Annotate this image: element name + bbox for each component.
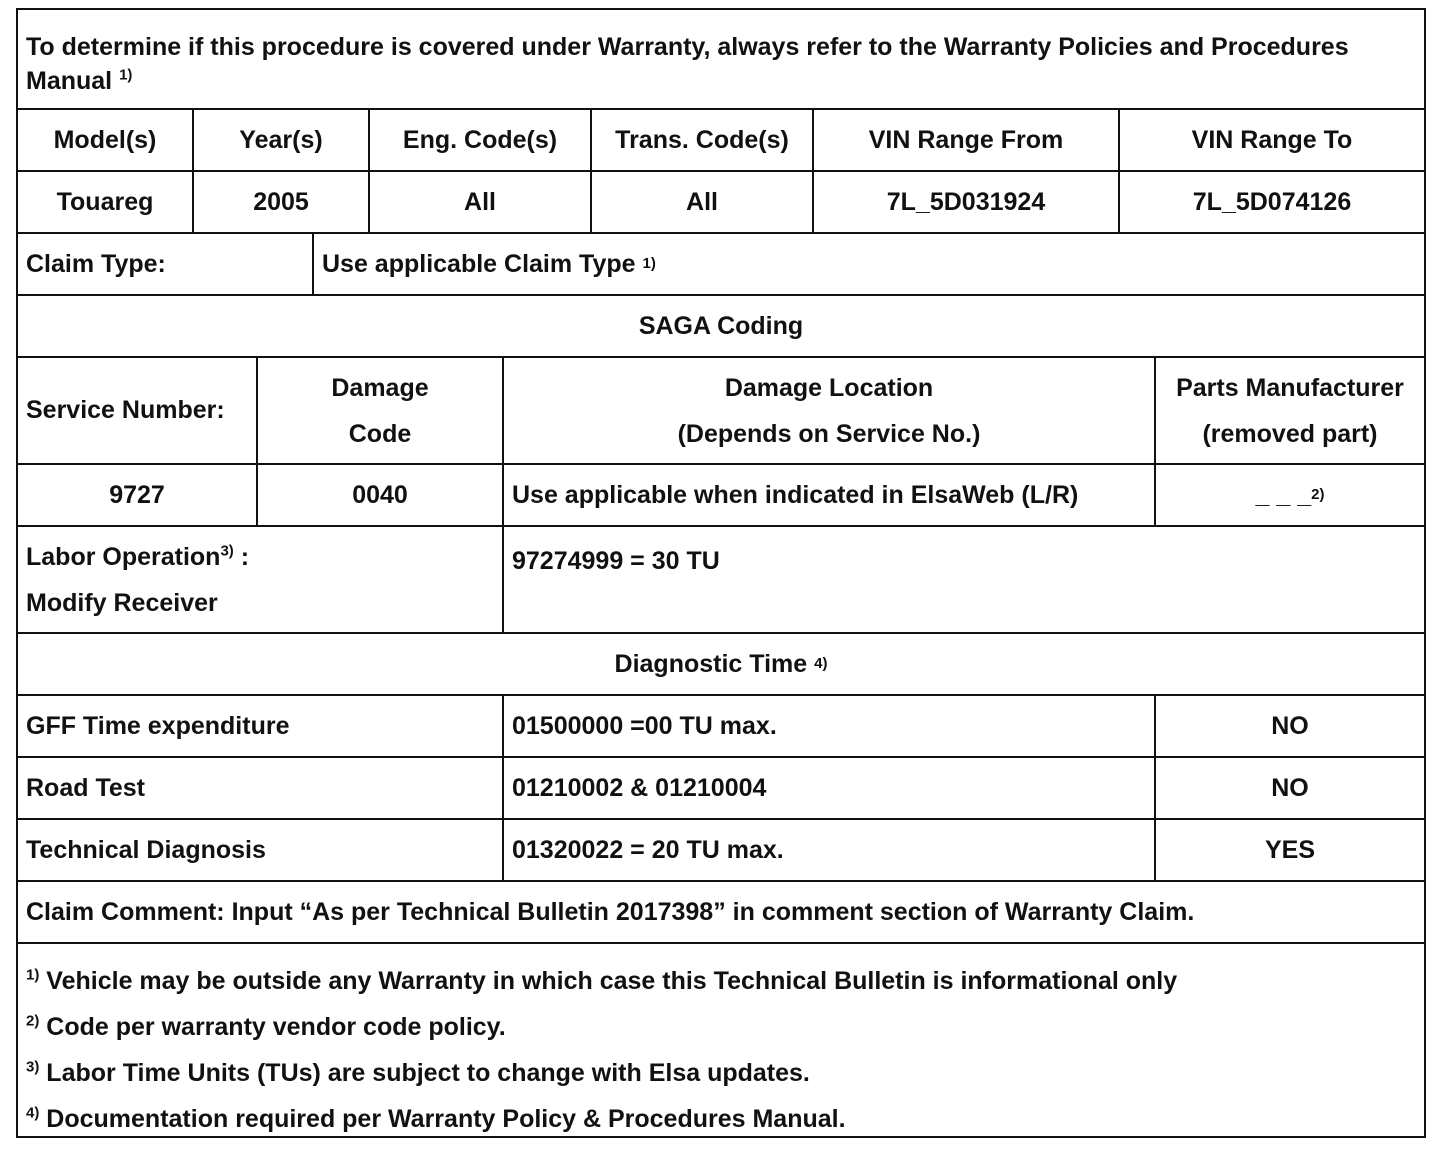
labor-sublabel: Modify Receiver bbox=[26, 588, 218, 617]
trans-code-header: Trans. Code(s) bbox=[590, 110, 812, 170]
warranty-header-text: To determine if this procedure is covered under Warranty, always refer to the Warranty Policies and Procedures Manual $^{1)}$ bbox=[26, 33, 1349, 95]
diagnostic-label: GFF Time expenditure bbox=[26, 711, 290, 740]
claim-comment-row bbox=[18, 880, 1424, 942]
model-header: Model(s) bbox=[53, 125, 157, 154]
footnotes bbox=[18, 942, 1424, 1138]
damage-code-header: Damage Code bbox=[256, 358, 502, 463]
footnote-mark: 2) bbox=[26, 1012, 40, 1030]
vin-from-value: 7L_5D031924 bbox=[812, 172, 1118, 232]
vin-from-header: VIN Range From bbox=[812, 110, 1118, 170]
trans-code-value: All bbox=[590, 172, 812, 232]
vehicle-header-row bbox=[18, 108, 1424, 170]
footnote-mark: 4) bbox=[26, 1104, 40, 1122]
saga-title: SAGA Coding bbox=[638, 311, 804, 340]
labor-row bbox=[18, 525, 1424, 632]
vin-to-value: 7L_5D074126 bbox=[1118, 172, 1424, 232]
diagnostic-code: 01320022 = 20 TU max. bbox=[502, 820, 1154, 880]
claim-type-label: Claim Type: bbox=[26, 249, 166, 278]
parts-manufacturer-value: _ _ _ 2) bbox=[1154, 465, 1424, 525]
claim-comment: Claim Comment: Input “As per Technical Bulletin 2017398” in comment section of Warranty Claim. bbox=[26, 897, 1195, 926]
service-number-header: Service Number: bbox=[26, 396, 225, 424]
saga-header-row bbox=[18, 356, 1424, 463]
damage-location-value: Use applicable when indicated in ElsaWeb (L/R) bbox=[502, 465, 1154, 525]
year-value: 2005 bbox=[192, 172, 368, 232]
diagnostic-code: 01500000 =00 TU max. bbox=[502, 696, 1154, 756]
footnote-item: $^{1)}$ Vehicle may be outside any Warranty in which case this Technical Bulletin is informational only bbox=[26, 966, 1178, 995]
footnote-mark: 1) bbox=[119, 66, 133, 84]
claim-type-row bbox=[18, 232, 1424, 294]
diagnostic-row bbox=[18, 818, 1424, 880]
footnote-mark: 3) bbox=[220, 542, 234, 560]
saga-title-row bbox=[18, 294, 1424, 356]
diagnostic-title: Diagnostic Time 4) bbox=[614, 649, 828, 678]
diagnostic-row bbox=[18, 694, 1424, 756]
diagnostic-flag: NO bbox=[1154, 758, 1424, 818]
diagnostic-row bbox=[18, 756, 1424, 818]
model-value: Touareg bbox=[56, 187, 154, 216]
footnote-item: $^{2)}$ Code per warranty vendor code policy. bbox=[26, 1012, 506, 1041]
damage-code-value: 0040 bbox=[256, 465, 502, 525]
warranty-table bbox=[16, 8, 1426, 1138]
warranty-header-row bbox=[18, 10, 1424, 108]
saga-values-row bbox=[18, 463, 1424, 525]
diagnostic-flag: NO bbox=[1154, 696, 1424, 756]
eng-code-header: Eng. Code(s) bbox=[368, 110, 590, 170]
footnote-item: $^{4)}$ Documentation required per Warranty Policy & Procedures Manual. bbox=[26, 1104, 846, 1133]
parts-manufacturer-header: Parts Manufacturer (removed part) bbox=[1154, 358, 1424, 463]
labor-value: 97274999 = 30 TU bbox=[502, 527, 1424, 632]
diagnostic-label: Road Test bbox=[26, 773, 145, 802]
service-number-value: 9727 bbox=[109, 480, 165, 509]
claim-type-value: Use applicable Claim Type 1) bbox=[312, 234, 1424, 294]
damage-location-header: Damage Location (Depends on Service No.) bbox=[502, 358, 1154, 463]
footnote-mark: 3) bbox=[26, 1058, 40, 1076]
year-header: Year(s) bbox=[192, 110, 368, 170]
labor-label: Labor Operation$^{3)}$ : bbox=[26, 542, 250, 571]
eng-code-value: All bbox=[368, 172, 590, 232]
vehicle-values-row bbox=[18, 170, 1424, 232]
footnote-mark: 1) bbox=[26, 966, 40, 984]
diagnostic-code: 01210002 & 01210004 bbox=[502, 758, 1154, 818]
diagnostic-flag: YES bbox=[1154, 820, 1424, 880]
vin-to-header: VIN Range To bbox=[1118, 110, 1424, 170]
footnote-item: $^{3)}$ Labor Time Units (TUs) are subject to change with Elsa updates. bbox=[26, 1058, 810, 1087]
labor-label-cell bbox=[18, 527, 502, 632]
diagnostic-label: Technical Diagnosis bbox=[26, 835, 266, 864]
diagnostic-title-row bbox=[18, 632, 1424, 694]
